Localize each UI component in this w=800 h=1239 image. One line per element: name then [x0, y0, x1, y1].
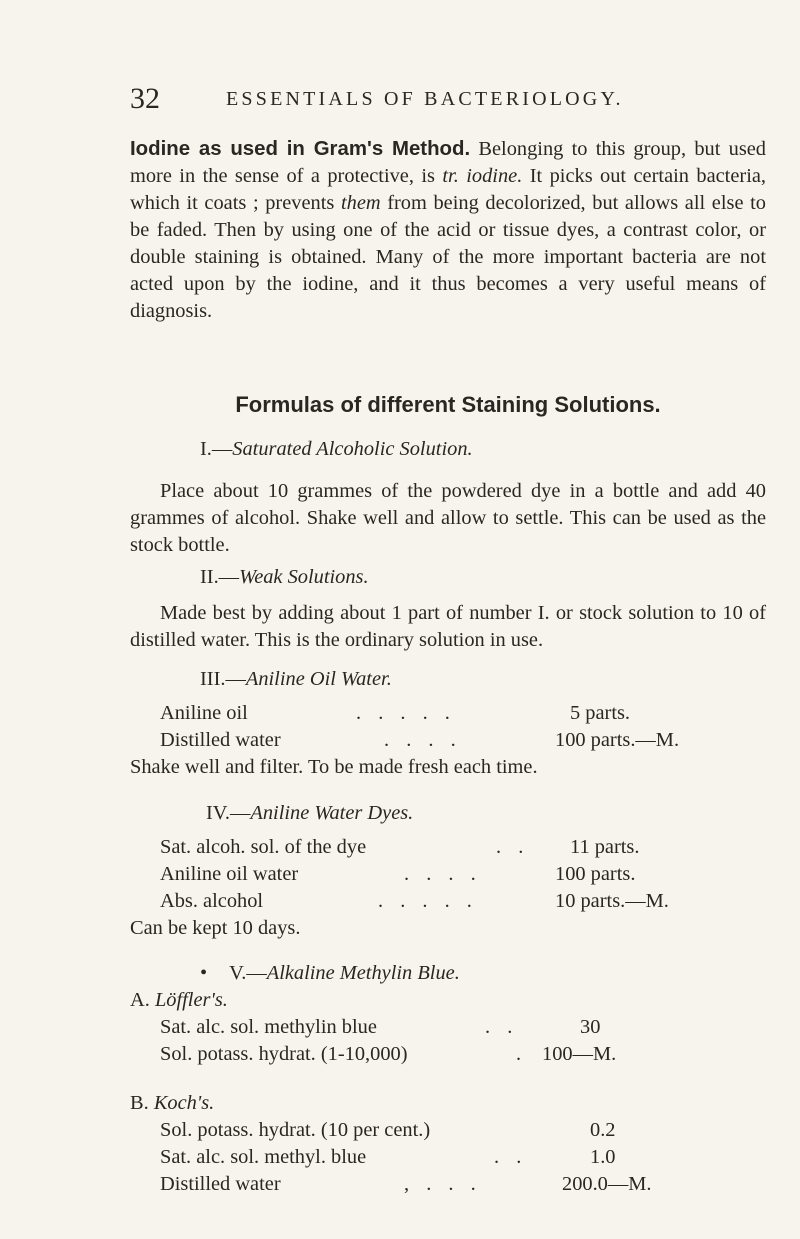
numeral-5: V.—: [229, 962, 267, 984]
stray-mark: •: [200, 962, 208, 984]
variant-a-letter: A.: [130, 989, 150, 1011]
subheading-3: [200, 668, 392, 691]
ingredient-amount: 5 parts.: [570, 702, 631, 724]
running-title: ESSENTIALS OF BACTERIOLOGY.: [226, 88, 624, 110]
variant-b-name: Koch's.: [153, 1092, 215, 1114]
subheading-4: [206, 802, 413, 825]
note-4: Can be kept 10 days.: [130, 917, 301, 939]
leader-dots: , . . .: [404, 1173, 482, 1195]
leader-dots: .: [516, 1043, 528, 1065]
ingredient-amount: 100 parts.—M.: [555, 729, 680, 751]
formula-row: [160, 1146, 760, 1174]
formula-row: [160, 1016, 760, 1044]
ingredient-amount: 200.0—M.: [562, 1173, 652, 1195]
running-head: [130, 82, 730, 116]
leader-dots: . . . .: [384, 729, 462, 751]
ingredient-label: Distilled water: [160, 729, 281, 751]
ingredient-amount: 10 parts.—M.: [555, 890, 669, 912]
formula-row: [160, 729, 760, 757]
intro-paragraph: [130, 136, 766, 325]
numeral-3: III.—: [200, 668, 246, 690]
paragraph-2: Made best by adding about 1 part of number I. or stock solution to 10 of distilled water. This is the ordinary solution in use.: [130, 602, 766, 651]
intro-italic-1: tr. iodine.: [442, 165, 523, 187]
variant-a-name: Löffler's.: [154, 989, 228, 1011]
subheading-2: [200, 566, 369, 589]
variant-b-heading: [130, 1092, 214, 1115]
intro-text-3: from being decolorized, but allows all else to be faded. Then by using one of the acid or tissue dyes, a contrast color, or double staining is obtained. Many of the more important bacteria are not acted upon by the iodine, and it thus becomes a very useful means of diagnosis.: [130, 192, 766, 322]
formula-row: [160, 890, 760, 918]
title-5: Alkaline Methylin Blue.: [266, 962, 460, 984]
variant-b-letter: B.: [130, 1092, 149, 1114]
paragraph-1: Place about 10 grammes of the powdered dye in a bottle and add 40 grammes of alcohol. Shake well and allow to settle. This can be used as the stock bottle.: [130, 480, 766, 556]
intro-text-1: Belonging to this group, but used more in the sense of a protective, is: [130, 138, 767, 187]
leader-dots: . . . . .: [378, 890, 478, 912]
variant-a-heading: [130, 989, 228, 1012]
formula-row: [160, 1119, 760, 1147]
leader-dots: . .: [494, 1146, 528, 1168]
section-title: Formulas of different Staining Solutions.: [235, 392, 661, 417]
ingredient-label: Abs. alcohol: [160, 890, 264, 912]
title-1: Saturated Alcoholic Solution.: [232, 438, 473, 460]
ingredient-label: Sol. potass. hydrat. (1-10,000): [160, 1043, 408, 1065]
page-number: 32: [130, 82, 160, 115]
leader-dots: . . . . .: [356, 702, 456, 724]
title-2: Weak Solutions.: [239, 566, 369, 588]
title-4: Aniline Water Dyes.: [250, 802, 414, 824]
intro-italic-2: them: [340, 192, 381, 214]
leader-dots: . .: [485, 1016, 519, 1038]
ingredient-label: Aniline oil water: [160, 863, 299, 885]
ingredient-label: Sat. alcoh. sol. of the dye: [160, 836, 367, 858]
numeral-1: I.—: [200, 438, 233, 460]
ingredient-label: Sol. potass. hydrat. (10 per cent.): [160, 1119, 431, 1141]
ingredient-label: Distilled water: [160, 1173, 281, 1195]
intro-text-2: It picks out certain bacteria, which it coats ; prevents: [130, 165, 767, 214]
ingredient-amount: 11 parts.: [570, 836, 640, 858]
formula-row: [160, 863, 760, 891]
ingredient-amount: 100 parts.: [555, 863, 636, 885]
formula-row: [160, 836, 760, 864]
intro-heading: Iodine as used in Gram's Method.: [130, 138, 471, 160]
ingredient-amount: 30: [580, 1016, 601, 1038]
formula-row: [160, 1173, 760, 1201]
ingredient-label: Sat. alc. sol. methyl. blue: [160, 1146, 367, 1168]
formula-row: [160, 702, 760, 730]
leader-dots: . . . .: [404, 863, 482, 885]
leader-dots: . .: [496, 836, 530, 858]
ingredient-label: Aniline oil: [160, 702, 248, 724]
note-3: Shake well and filter. To be made fresh each time.: [130, 756, 538, 778]
ingredient-amount: 100—M.: [542, 1043, 617, 1065]
ingredient-label: Sat. alc. sol. methylin blue: [160, 1016, 377, 1038]
title-3: Aniline Oil Water.: [245, 668, 392, 690]
numeral-4: IV.—: [206, 802, 251, 824]
numeral-2: II.—: [200, 566, 240, 588]
formula-row: [160, 1043, 760, 1071]
subheading-1: [200, 438, 473, 461]
ingredient-amount: 0.2: [590, 1119, 616, 1141]
subheading-5: [200, 962, 460, 985]
ingredient-amount: 1.0: [590, 1146, 616, 1168]
